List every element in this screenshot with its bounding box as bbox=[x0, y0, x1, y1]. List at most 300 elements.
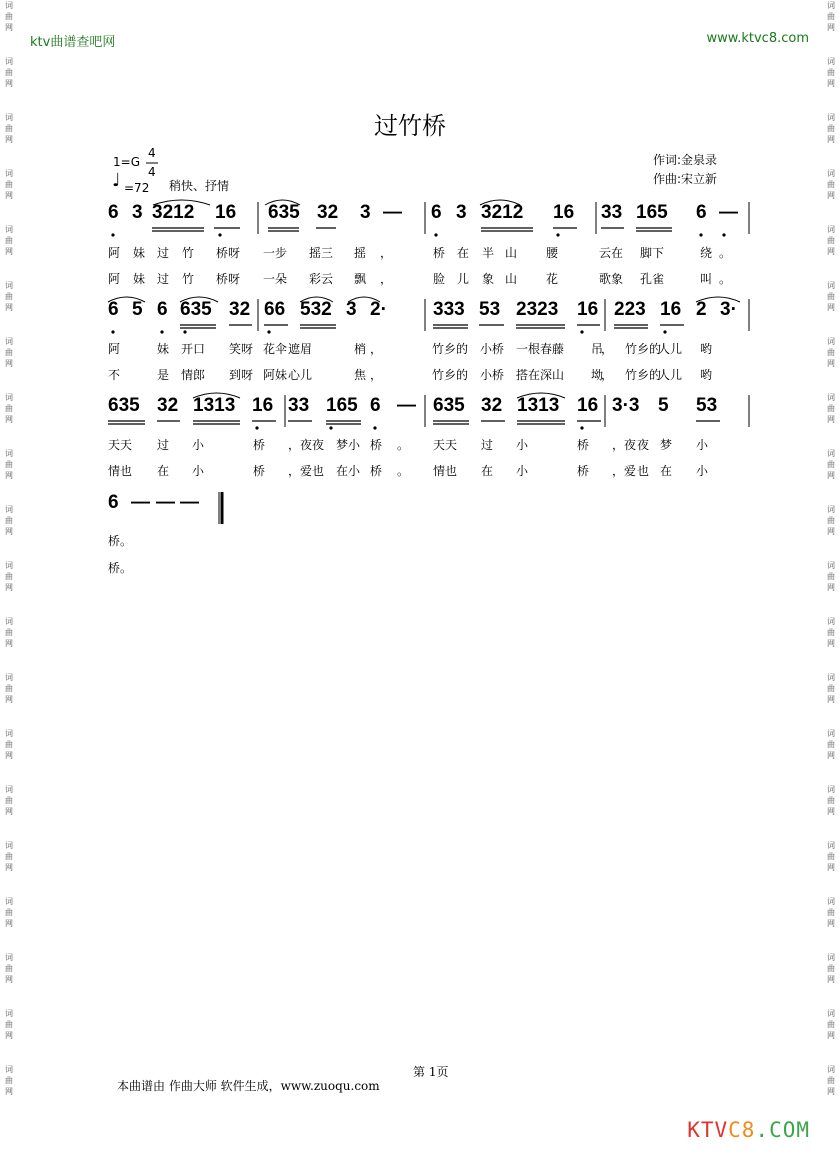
watermark-char: 网 bbox=[5, 191, 13, 200]
watermark-char: 词 bbox=[5, 169, 13, 178]
note: 16 bbox=[660, 299, 682, 320]
lyric: 小 bbox=[192, 464, 205, 478]
note: 2 bbox=[696, 299, 707, 320]
lyric: ，爱也 bbox=[288, 464, 325, 478]
lyric: 桥。 bbox=[108, 561, 133, 575]
lyric: 不 bbox=[108, 368, 121, 382]
watermark-char: 网 bbox=[5, 807, 13, 816]
watermark-char: 网 bbox=[5, 1031, 13, 1040]
lyric: 一步 bbox=[263, 246, 288, 260]
watermark-char: 词 bbox=[5, 393, 13, 402]
watermark-char: 网 bbox=[827, 807, 835, 816]
watermark-char: 曲 bbox=[827, 628, 835, 637]
note: 3212 bbox=[481, 202, 524, 223]
logo-part1: KTV bbox=[687, 1118, 729, 1142]
watermark-char: 网 bbox=[5, 135, 13, 144]
site-logo bbox=[687, 1118, 810, 1142]
watermark-char: 词 bbox=[5, 337, 13, 346]
lyric: 半 bbox=[482, 246, 495, 260]
lyric: 过 bbox=[157, 272, 170, 286]
watermark-char: 词 bbox=[827, 113, 835, 122]
slur bbox=[348, 297, 380, 302]
watermark-char: 网 bbox=[827, 919, 835, 928]
watermark-char: 网 bbox=[827, 527, 835, 536]
lyric: 妹 bbox=[133, 246, 146, 260]
lyric: 竹乡的 bbox=[625, 368, 662, 382]
note: 1313 bbox=[517, 395, 560, 416]
watermark-char: 词 bbox=[827, 841, 835, 850]
note: 333 bbox=[433, 299, 465, 320]
note: 6 bbox=[108, 299, 119, 320]
watermark-char: 曲 bbox=[827, 236, 835, 245]
watermark-char: 网 bbox=[5, 247, 13, 256]
lyric: 山 bbox=[505, 246, 518, 260]
lyric: 脚下 bbox=[640, 246, 665, 260]
lyric: 桥 bbox=[433, 246, 446, 260]
lyric: 过 bbox=[157, 246, 170, 260]
note: 16 bbox=[553, 202, 575, 223]
slur bbox=[108, 297, 145, 302]
watermark-char: 词 bbox=[827, 897, 835, 906]
lyric: 妹 bbox=[157, 342, 170, 356]
note: 2323 bbox=[516, 299, 559, 320]
watermark-char: 词 bbox=[5, 1, 13, 10]
watermark-char: 曲 bbox=[5, 236, 13, 245]
watermark-char: 曲 bbox=[827, 572, 835, 581]
watermark-char: 曲 bbox=[827, 404, 835, 413]
time-signature-top: 4 bbox=[148, 146, 156, 160]
lyric: 开口 bbox=[181, 342, 206, 356]
lyric: ， bbox=[380, 246, 393, 260]
slur bbox=[193, 393, 240, 398]
lyric: ， bbox=[601, 342, 614, 356]
watermark-char: 词 bbox=[827, 169, 835, 178]
site-name: ktv曲谱查吧网 bbox=[30, 35, 116, 50]
watermark-char: 网 bbox=[827, 359, 835, 368]
watermark-char: 网 bbox=[827, 303, 835, 312]
watermark-char: 词 bbox=[827, 281, 835, 290]
watermark-char: 网 bbox=[827, 79, 835, 88]
watermark-char: 曲 bbox=[5, 516, 13, 525]
watermark-char: 曲 bbox=[5, 796, 13, 805]
watermark-char: 网 bbox=[827, 751, 835, 760]
watermark-char: 曲 bbox=[827, 908, 835, 917]
lyric: 桥 bbox=[577, 464, 590, 478]
lyric: 在 bbox=[157, 464, 170, 478]
lyric: 歌象 bbox=[599, 272, 624, 286]
lyric: 在小 bbox=[336, 464, 361, 478]
slur bbox=[180, 297, 218, 302]
page-number: 第 1页 bbox=[413, 1065, 449, 1079]
slur bbox=[300, 297, 333, 302]
octave-dot bbox=[329, 426, 332, 429]
watermark-char: 网 bbox=[5, 359, 13, 368]
lyric: 桥 bbox=[253, 438, 266, 452]
lyric: ，夜 bbox=[612, 438, 637, 452]
watermark-char: 曲 bbox=[5, 348, 13, 357]
lyric: 云在 bbox=[599, 246, 624, 260]
watermark-char: 词 bbox=[5, 841, 13, 850]
watermark-char: 曲 bbox=[827, 516, 835, 525]
watermark-char: 词 bbox=[827, 1009, 835, 1018]
watermark-char: 曲 bbox=[5, 964, 13, 973]
octave-dot bbox=[111, 233, 114, 236]
slur bbox=[696, 297, 740, 302]
lyric: 一根春藤 bbox=[516, 342, 565, 356]
lyric: 阿妹 bbox=[263, 368, 288, 382]
watermark-char: 曲 bbox=[827, 964, 835, 973]
lyric: ， bbox=[601, 368, 614, 382]
note: 6 bbox=[108, 492, 119, 513]
lyric: 腰 bbox=[546, 246, 559, 260]
watermark-char: 网 bbox=[5, 695, 13, 704]
lyric: 人儿 bbox=[658, 368, 683, 382]
watermark-char: 网 bbox=[5, 583, 13, 592]
lyric: ， bbox=[370, 368, 383, 382]
watermark-char: 词 bbox=[5, 785, 13, 794]
lyric: 小桥 bbox=[480, 368, 505, 382]
lyric: 。 bbox=[397, 464, 410, 478]
lyric: 彩云 bbox=[309, 272, 334, 286]
watermark-char: 词 bbox=[5, 1065, 13, 1074]
lyric: 小 bbox=[696, 464, 709, 478]
note: — bbox=[383, 202, 402, 223]
lyric: 。 bbox=[397, 438, 410, 452]
watermark-char: 词 bbox=[827, 505, 835, 514]
watermark-char: 曲 bbox=[5, 572, 13, 581]
lyric: 。 bbox=[719, 246, 732, 260]
watermark-char: 曲 bbox=[5, 292, 13, 301]
watermark-char: 词 bbox=[827, 561, 835, 570]
lyric: 桥呀 bbox=[216, 272, 241, 286]
lyric: 在 bbox=[660, 464, 673, 478]
watermark-char: 曲 bbox=[827, 292, 835, 301]
lyric: 竹 bbox=[182, 272, 195, 286]
octave-dot bbox=[160, 330, 163, 333]
logo-part3: .COM bbox=[755, 1118, 810, 1142]
note: 32 bbox=[229, 299, 251, 320]
octave-dot bbox=[580, 426, 583, 429]
lyric: 心儿 bbox=[288, 368, 313, 382]
note: 6 bbox=[696, 202, 707, 223]
lyric: 梦小 bbox=[336, 438, 361, 452]
note: 223 bbox=[614, 299, 646, 320]
watermark-char: 曲 bbox=[5, 684, 13, 693]
watermark-char: 曲 bbox=[827, 12, 835, 21]
slur bbox=[517, 393, 565, 398]
lyric: 竹乡的 bbox=[432, 342, 469, 356]
note: 3·3 bbox=[612, 395, 640, 416]
lyric: 阿 bbox=[108, 246, 121, 260]
note: 1313 bbox=[193, 395, 236, 416]
note: 6 bbox=[108, 202, 119, 223]
lyric: 哟 bbox=[700, 368, 713, 382]
lyric: 过 bbox=[157, 438, 170, 452]
watermark-char: 词 bbox=[827, 785, 835, 794]
lyric: 过 bbox=[481, 438, 494, 452]
watermark-char: 词 bbox=[827, 953, 835, 962]
watermark-char: 词 bbox=[5, 561, 13, 570]
watermark-char: 网 bbox=[5, 863, 13, 872]
lyric: 小 bbox=[696, 438, 709, 452]
site-url: www.ktvc8.com bbox=[706, 31, 809, 46]
lyric: 在 bbox=[481, 464, 494, 478]
watermark-char: 曲 bbox=[827, 684, 835, 693]
lyric: 花 bbox=[546, 272, 559, 286]
note: 66 bbox=[264, 299, 286, 320]
watermark-char: 曲 bbox=[827, 740, 835, 749]
note: 32 bbox=[157, 395, 179, 416]
watermark-char: 词 bbox=[5, 505, 13, 514]
lyric: 在 bbox=[457, 246, 470, 260]
lyric: 情郎 bbox=[181, 368, 206, 382]
watermark-char: 曲 bbox=[827, 1076, 835, 1085]
lyric: ，夜夜 bbox=[288, 438, 325, 452]
watermark-char: 曲 bbox=[5, 12, 13, 21]
octave-dot bbox=[373, 426, 376, 429]
expression-mark: 稍快、抒情 bbox=[169, 179, 230, 193]
watermark-char: 网 bbox=[827, 1087, 835, 1096]
octave-dot bbox=[183, 330, 186, 333]
watermark-char: 网 bbox=[827, 695, 835, 704]
lyric: 坳 bbox=[591, 368, 604, 382]
lyric: 是 bbox=[157, 368, 170, 382]
note: — bbox=[719, 202, 738, 223]
watermark-char: 曲 bbox=[827, 460, 835, 469]
slur bbox=[153, 200, 210, 205]
watermark-char: 网 bbox=[827, 583, 835, 592]
lyric: 情也 bbox=[433, 464, 458, 478]
note: 6 bbox=[370, 395, 381, 416]
lyric: 儿 bbox=[457, 272, 470, 286]
octave-dot bbox=[722, 233, 725, 236]
note: 3 bbox=[456, 202, 467, 223]
lyric: 。 bbox=[719, 272, 732, 286]
octave-dot bbox=[663, 330, 666, 333]
note: 635 bbox=[180, 299, 212, 320]
watermark-char: 网 bbox=[827, 1031, 835, 1040]
octave-dot bbox=[699, 233, 702, 236]
note: 16 bbox=[577, 395, 599, 416]
lyric: 孔雀 bbox=[640, 272, 665, 286]
watermark-char: 网 bbox=[827, 863, 835, 872]
watermark-char: 网 bbox=[5, 471, 13, 480]
watermark-char: 词 bbox=[5, 617, 13, 626]
lyric: 竹 bbox=[182, 246, 195, 260]
lyric: 桥 bbox=[253, 464, 266, 478]
watermark-char: 词 bbox=[827, 393, 835, 402]
octave-dot bbox=[267, 330, 270, 333]
note: 5 bbox=[658, 395, 669, 416]
note: 3· bbox=[720, 299, 737, 320]
note: 32 bbox=[317, 202, 339, 223]
lyric: 夜 bbox=[637, 438, 650, 452]
lyric: ，爱 bbox=[612, 464, 637, 478]
lyric: 桥呀 bbox=[216, 246, 241, 260]
watermark-char: 网 bbox=[5, 527, 13, 536]
note: — bbox=[397, 395, 416, 416]
watermark-char: 曲 bbox=[827, 180, 835, 189]
note: 16 bbox=[252, 395, 274, 416]
lyric: 吊 bbox=[591, 342, 604, 356]
watermark-char: 词 bbox=[827, 617, 835, 626]
watermark-char: 网 bbox=[827, 415, 835, 424]
watermark-char: 曲 bbox=[827, 796, 835, 805]
lyric: 小 bbox=[192, 438, 205, 452]
watermark-char: 词 bbox=[827, 673, 835, 682]
watermark-char: 网 bbox=[5, 79, 13, 88]
note: 635 bbox=[108, 395, 140, 416]
note: 635 bbox=[268, 202, 300, 223]
lyric: 搭在深山 bbox=[516, 368, 565, 382]
lyric: 脸 bbox=[433, 272, 446, 286]
lyric: 小桥 bbox=[480, 342, 505, 356]
octave-dot bbox=[434, 233, 437, 236]
note: — bbox=[156, 492, 175, 513]
lyric: 小 bbox=[516, 438, 529, 452]
note: — bbox=[131, 492, 150, 513]
note: 53 bbox=[696, 395, 718, 416]
note: 165 bbox=[636, 202, 668, 223]
note: 6 bbox=[157, 299, 168, 320]
watermark-char: 词 bbox=[827, 225, 835, 234]
watermark-char: 曲 bbox=[5, 908, 13, 917]
lyric: 梢 bbox=[354, 342, 367, 356]
lyric: ， bbox=[380, 272, 393, 286]
watermark-char: 曲 bbox=[5, 1020, 13, 1029]
footer-credit: 本曲谱由 作曲大师 软件生成，www.zuoqu.com bbox=[117, 1079, 380, 1093]
watermark-char: 网 bbox=[827, 975, 835, 984]
octave-dot bbox=[218, 233, 221, 236]
lyric: 遮眉 bbox=[288, 342, 313, 356]
note: — bbox=[180, 492, 199, 513]
lyric: 摇 bbox=[354, 246, 367, 260]
watermark-char: 网 bbox=[5, 1087, 13, 1096]
note: 33 bbox=[288, 395, 310, 416]
watermark-char: 曲 bbox=[5, 740, 13, 749]
watermark-char: 曲 bbox=[827, 348, 835, 357]
watermark-char: 曲 bbox=[5, 1076, 13, 1085]
lyric: 笑呀 bbox=[229, 342, 254, 356]
watermark-char: 曲 bbox=[827, 124, 835, 133]
lyric: 天天 bbox=[108, 438, 133, 452]
watermark-char: 曲 bbox=[827, 68, 835, 77]
octave-dot bbox=[111, 330, 114, 333]
watermark-char: 词 bbox=[5, 729, 13, 738]
note: 32 bbox=[481, 395, 503, 416]
time-signature-bottom: 4 bbox=[148, 165, 156, 179]
lyric: 人儿 bbox=[658, 342, 683, 356]
watermark-char: 词 bbox=[827, 1065, 835, 1074]
lyric: 到呀 bbox=[229, 368, 254, 382]
watermark-char: 词 bbox=[5, 449, 13, 458]
slur bbox=[265, 200, 300, 205]
lyric: 绕 bbox=[700, 246, 713, 260]
watermark-char: 词 bbox=[827, 337, 835, 346]
watermark-char: 曲 bbox=[5, 460, 13, 469]
note: 33 bbox=[601, 202, 623, 223]
watermark-char: 词 bbox=[827, 449, 835, 458]
watermark-char: 词 bbox=[827, 729, 835, 738]
quarter-note-icon: ♩ bbox=[112, 170, 121, 191]
watermark-char: 网 bbox=[5, 751, 13, 760]
watermark-char: 词 bbox=[5, 281, 13, 290]
lyric: 也 bbox=[637, 464, 650, 478]
watermark-char: 曲 bbox=[5, 68, 13, 77]
note: 3 bbox=[360, 202, 371, 223]
watermark-char: 词 bbox=[5, 953, 13, 962]
tempo-mark: =72 bbox=[124, 181, 150, 195]
octave-dot bbox=[255, 426, 258, 429]
lyric: 飘 bbox=[354, 272, 367, 286]
note: 16 bbox=[577, 299, 599, 320]
lyric: 桥 bbox=[370, 464, 383, 478]
watermark-char: 词 bbox=[827, 57, 835, 66]
watermark-char: 曲 bbox=[827, 852, 835, 861]
lyric: 桥 bbox=[577, 438, 590, 452]
watermark-char: 词 bbox=[5, 113, 13, 122]
lyric: 阿 bbox=[108, 272, 121, 286]
watermark-char: 曲 bbox=[5, 628, 13, 637]
lyric: 一朵 bbox=[263, 272, 288, 286]
lyricist: 作词:金泉录 bbox=[653, 153, 718, 167]
note: 16 bbox=[215, 202, 237, 223]
lyric: 哟 bbox=[700, 342, 713, 356]
lyric: 小 bbox=[516, 464, 529, 478]
octave-dot bbox=[580, 330, 583, 333]
page-title: 过竹桥 bbox=[374, 112, 446, 140]
key-signature: 1=G bbox=[113, 155, 140, 169]
watermark-char: 网 bbox=[827, 247, 835, 256]
note: 635 bbox=[433, 395, 465, 416]
lyric: 花伞 bbox=[263, 342, 288, 356]
watermark-char: 网 bbox=[5, 23, 13, 32]
note: 3 bbox=[346, 299, 357, 320]
lyric: 妹 bbox=[133, 272, 146, 286]
watermark-char: 曲 bbox=[5, 124, 13, 133]
watermark-char: 词 bbox=[5, 897, 13, 906]
lyric: 山 bbox=[505, 272, 518, 286]
watermark-char: 曲 bbox=[827, 1020, 835, 1029]
watermark-char: 曲 bbox=[5, 180, 13, 189]
note: 532 bbox=[300, 299, 332, 320]
watermark-char: 网 bbox=[5, 975, 13, 984]
watermark-char: 词 bbox=[5, 1009, 13, 1018]
watermark-char: 网 bbox=[827, 23, 835, 32]
logo-part2: C8 bbox=[728, 1118, 756, 1142]
note: 165 bbox=[326, 395, 358, 416]
watermark-char: 网 bbox=[5, 303, 13, 312]
note: 3212 bbox=[152, 202, 195, 223]
lyric: 梦 bbox=[660, 438, 673, 452]
lyric: 焦 bbox=[354, 368, 367, 382]
watermark-char: 网 bbox=[5, 639, 13, 648]
watermark-char: 网 bbox=[5, 415, 13, 424]
watermark-char: 曲 bbox=[5, 852, 13, 861]
note: 5 bbox=[132, 299, 143, 320]
note: 53 bbox=[479, 299, 501, 320]
lyric: 桥 bbox=[370, 438, 383, 452]
watermark-char: 网 bbox=[827, 191, 835, 200]
lyric: 叫 bbox=[700, 272, 713, 286]
note: 6 bbox=[431, 202, 442, 223]
lyric: 阿 bbox=[108, 342, 121, 356]
note: 2· bbox=[370, 299, 387, 320]
octave-dot bbox=[556, 233, 559, 236]
lyric: 竹乡的 bbox=[432, 368, 469, 382]
lyric: 桥。 bbox=[108, 534, 133, 548]
watermark-char: 词 bbox=[5, 57, 13, 66]
